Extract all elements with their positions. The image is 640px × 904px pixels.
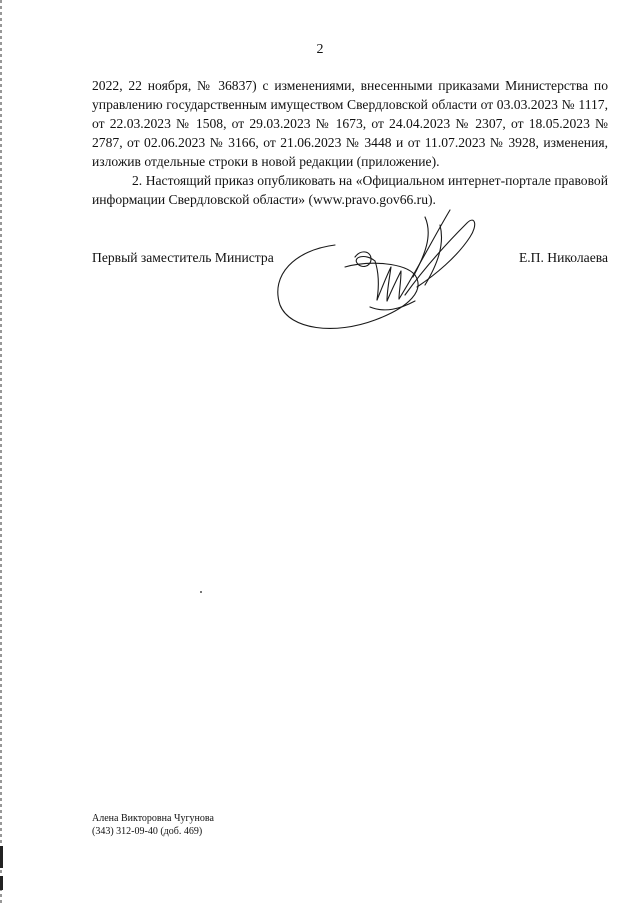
scan-edge-mark — [0, 876, 3, 890]
body-paragraph: 2. Настоящий приказ опубликовать на «Официальном интернет-портале правовой информации Свердловской области» (www.pravo.gov66.ru). — [92, 173, 608, 207]
scan-left-edge — [0, 0, 2, 904]
executor-name: Алена Викторовна Чугунова — [92, 813, 214, 824]
scan-edge-mark — [0, 846, 3, 868]
body-paragraph: 2022, 22 ноября, № 36837) с изменениями, внесенными приказами Министерства по управлению государственным имуществом Свердловской области от 03.03.2023 № 1117, от 22.03.2023 № 1508, от 29.03.2023 № 1673, от 24.04.2023 № 2307, от 18.05.2023 № 2787, от 02.06.2023 № 3166, от 21.06.2023 № 3448 и от 11.07.2023 № 3928, изменения, изложив отдельные строки в новой редакции (приложение). — [92, 78, 608, 169]
signatory-name: Е.П. Николаева — [518, 250, 608, 265]
executor-phone: (343) 312-09-40 (доб. 469) — [92, 826, 203, 837]
page-number: 2 — [316, 42, 324, 57]
handwritten-signature — [275, 205, 490, 345]
signatory-position: Первый заместитель Министра — [92, 250, 274, 265]
document-body — [92, 76, 608, 209]
executor-info — [92, 812, 214, 838]
scan-artifact — [200, 591, 202, 593]
